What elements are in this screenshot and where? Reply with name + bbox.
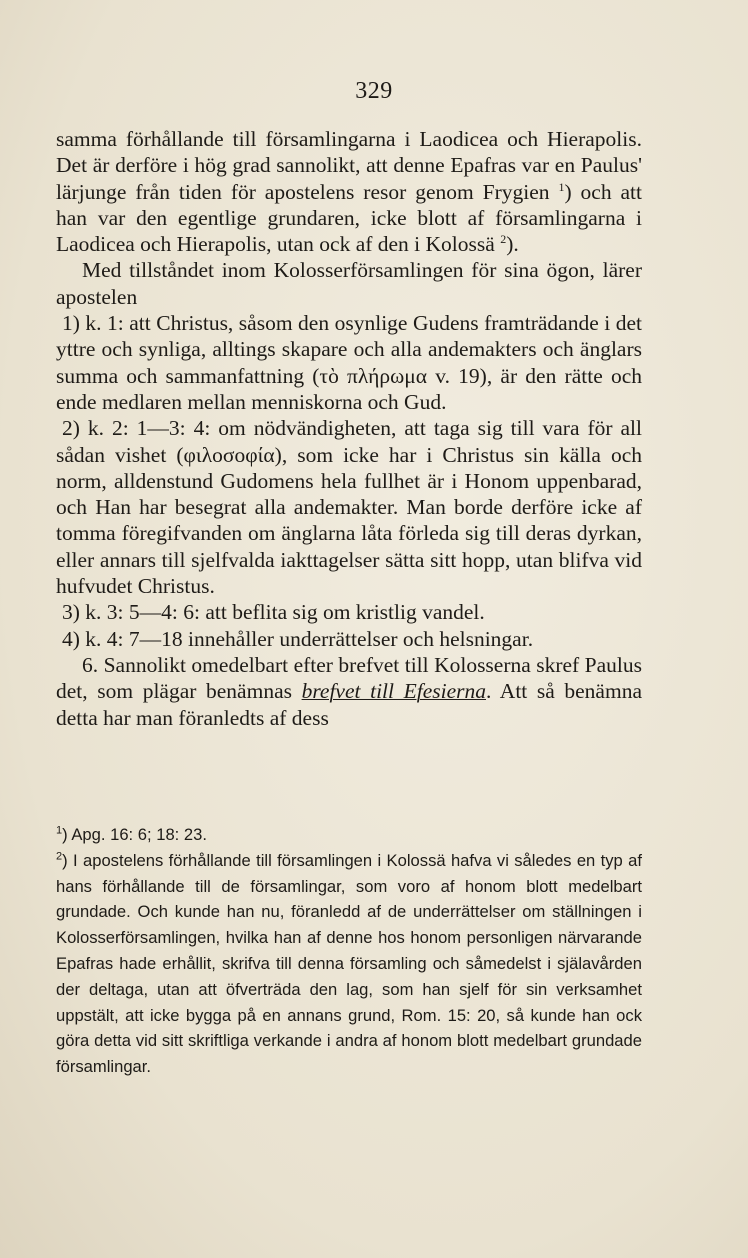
footnotes bbox=[56, 822, 642, 1080]
paragraph-1: samma förhållande till församlingarna i Laodicea och Hierapolis. Det är derföre i hög grad sannolikt, att denne Epafras var en Paulus' lärjunge från tiden för apostelens resor genom Frygien $^1$) och att han var den egentlige grundaren, icke blott af församlingarna i Laodicea och Hierapolis, utan ock af den i Kolossä $^2$). bbox=[56, 127, 642, 257]
paragraph-2: Med tillståndet inom Kolosserförsamlingen för sina ögon, lärer apostelen bbox=[56, 258, 642, 309]
footnote-divider bbox=[58, 812, 178, 813]
footnote-1: $^1$) Apg. 16: 6; 18: 23. bbox=[56, 824, 207, 844]
epistle-title: brefvet till Efesierna bbox=[301, 679, 486, 704]
main-text bbox=[56, 126, 642, 731]
footnote-ref-2: 2 bbox=[500, 232, 507, 247]
list-item-1: 1) k. 1: att Christus, såsom den osynlige Gudens framträdande i det yttre och synliga, alltings skapare och alla andemakters och änglars summa och sammanfattning (τὸ πλήρωμα v. 19), är den rätte och ende medlaren mellan menniskorna och Gud. bbox=[56, 311, 642, 414]
footnote-2: $^2$) I apostelens förhållande till församlingen i Kolossä hafva vi således en typ af hans förhållande till de församlingar, som voro af honom blott medelbart grundade. Och kunde han nu, föranledd af de underrättelser om ställningen i Kolosserförsamlingen, hvilka han af denne hos honom personligen närvarande Epafras hade erhållit, skrifva till denna församling och såmedelst i själavården der deltaga, utan att öfverträda den lag, som han sjelf för sin verksamhet uppstält, att icke bygga på en annans grund, Rom. 15: 20, så kunde han ock göra detta vid sitt skriftliga verkande i andra af honom blott medelbart grundade församlingar. bbox=[56, 850, 642, 1077]
paragraph-6: 6. Sannolikt omedelbart efter brefvet till Kolosserna skref Paulus det, som plägar benämnas brefvet till Efesierna. Att så benämna detta har man föranledts af dess bbox=[56, 652, 642, 730]
list-item-4: 4) k. 4: 7—18 innehåller underrättelser och helsningar. bbox=[62, 626, 534, 651]
page-number: 329 bbox=[355, 78, 393, 104]
list-item-2: 2) k. 2: 1—3: 4: om nödvändigheten, att taga sig till vara för all sådan vishet (φιλοσοφία), som icke har i Christus sin källa och norm, alldenstund Gudomens hela fullhet är i Honom uppenbarad, och Han har besegrat alla andemakter. Man borde derföre icke af tomma föregifvanden om änglarna låta förleda sig till deras dyrkan, eller annars till sjelfvalda iakttagelser sätta sitt hopp, utan blifva vid hufvudet Christus. bbox=[56, 416, 642, 599]
list-item-3: 3) k. 3: 5—4: 6: att beflita sig om kristlig vandel. bbox=[62, 600, 485, 625]
footnote-ref-1: 1 bbox=[558, 179, 565, 194]
